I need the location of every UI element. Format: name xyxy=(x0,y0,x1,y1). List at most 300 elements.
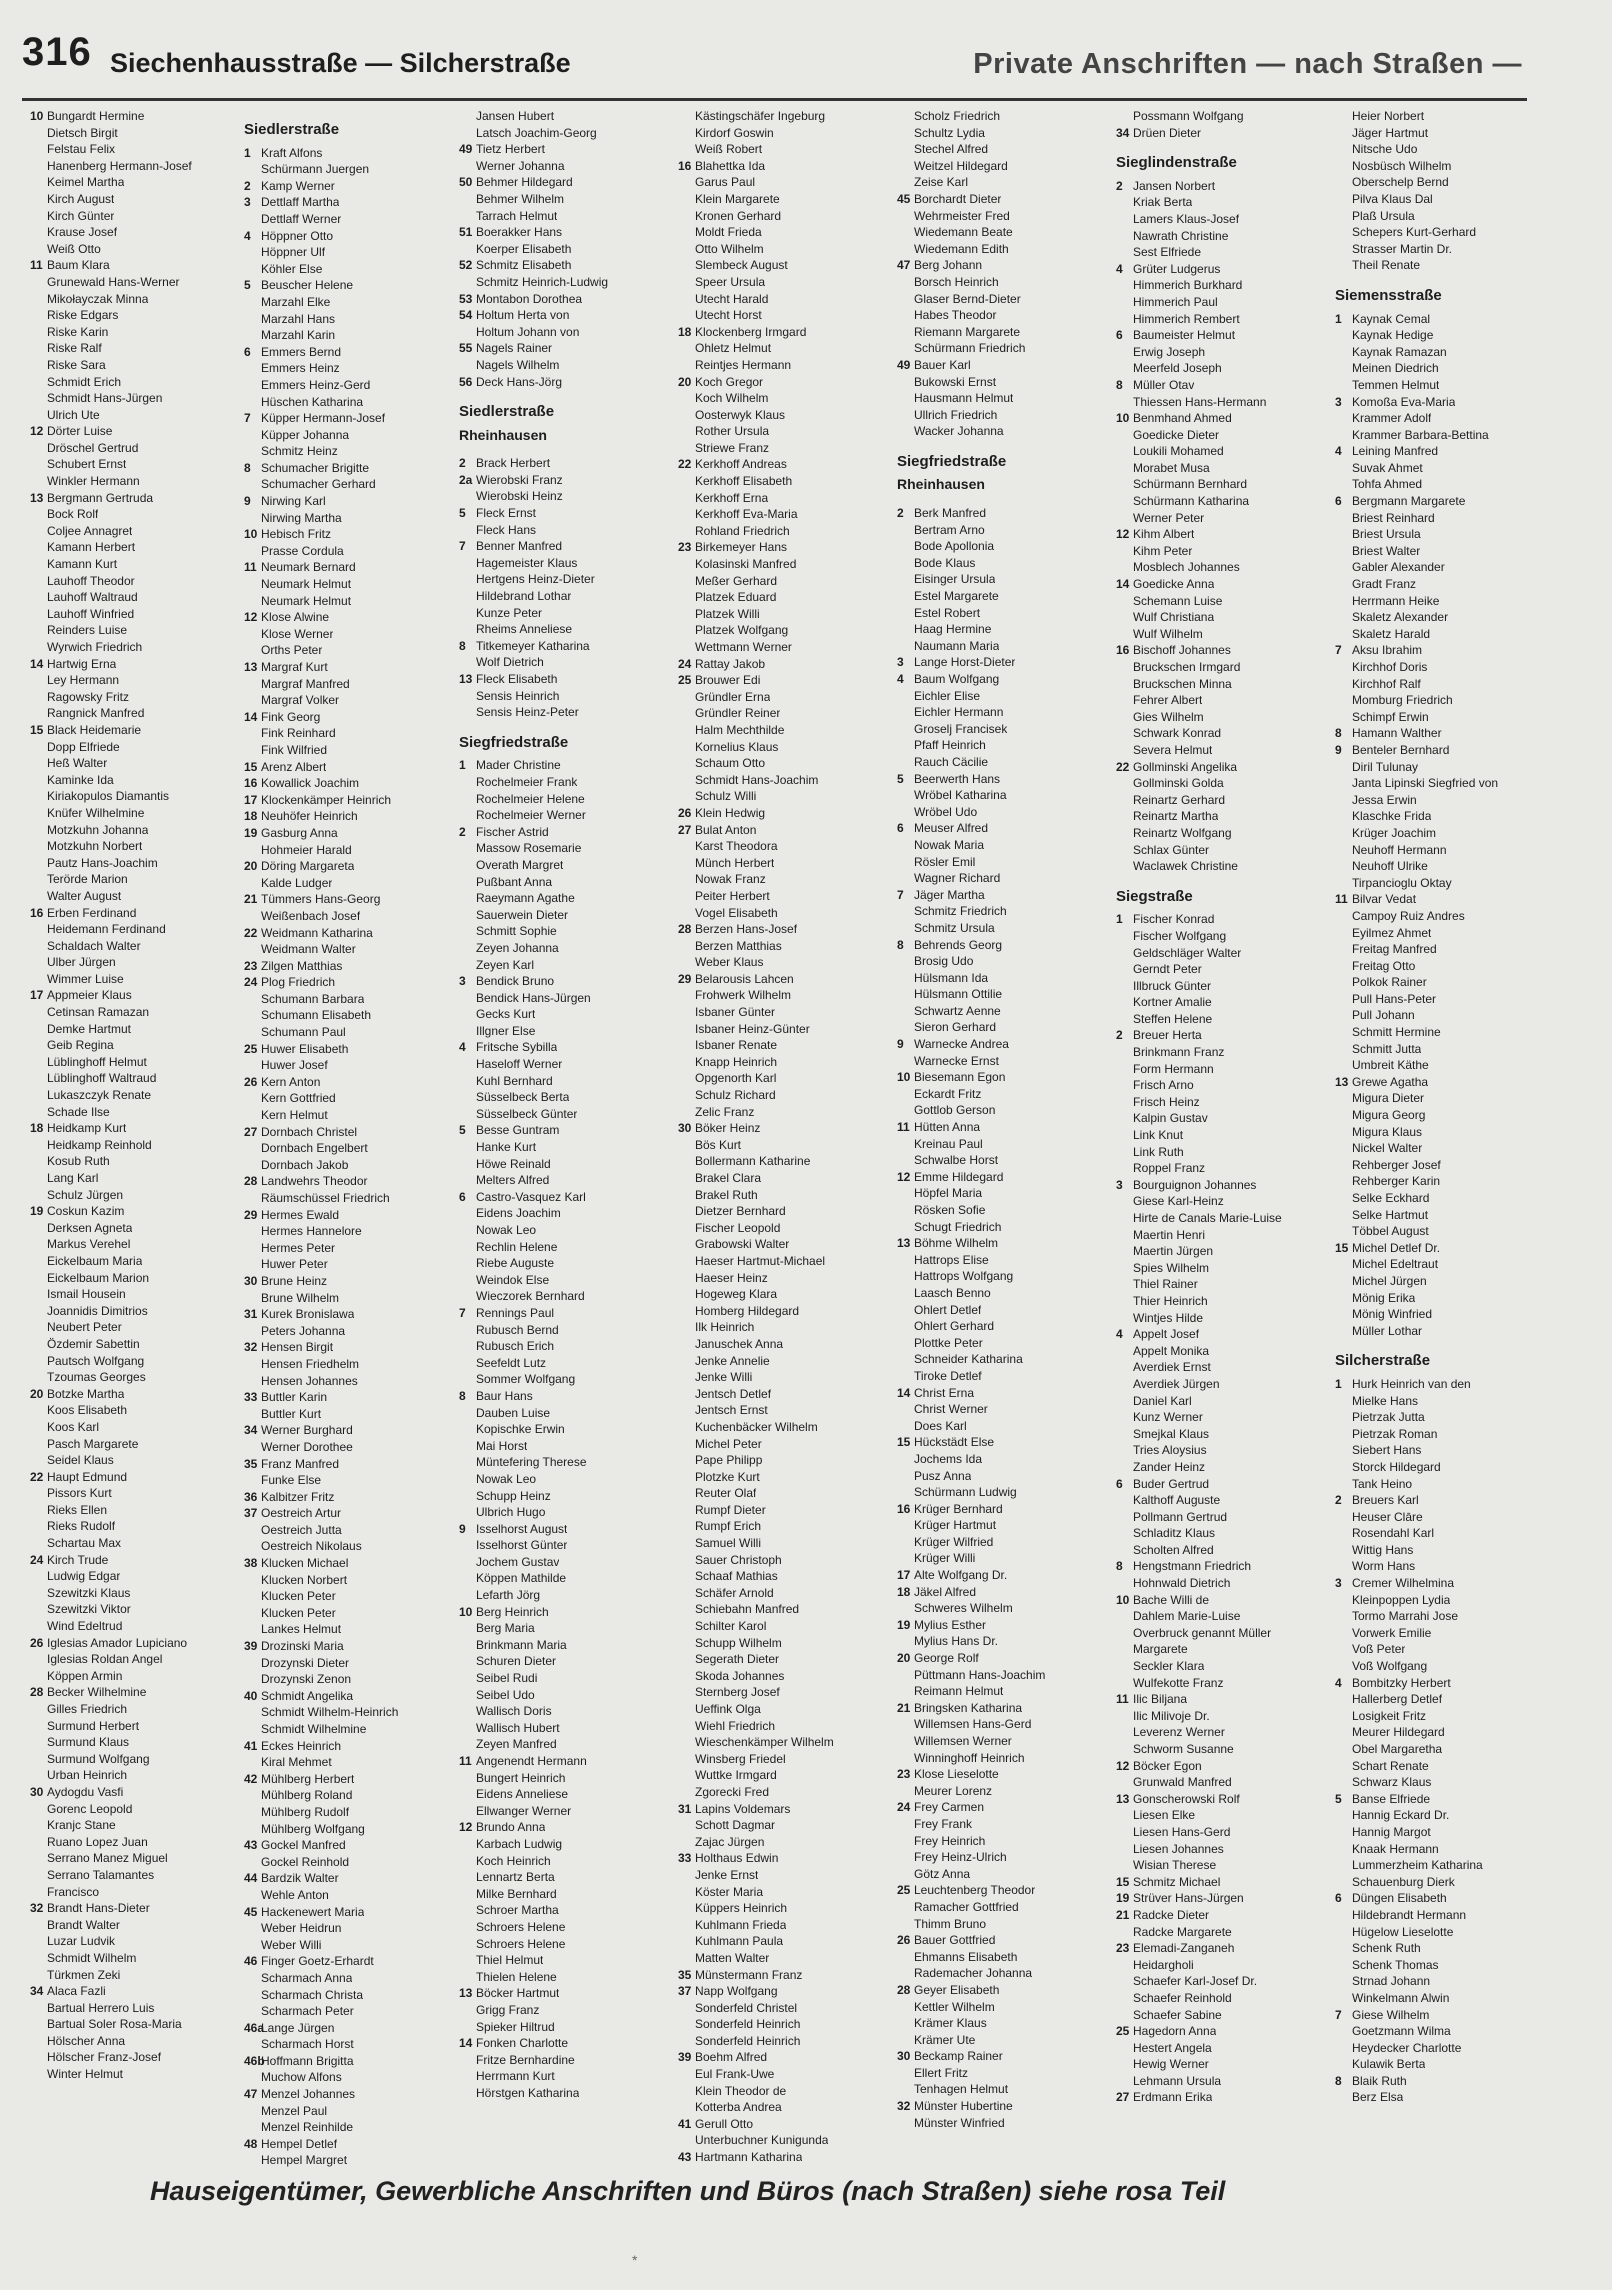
resident-entry xyxy=(459,158,627,175)
house-number xyxy=(30,191,47,208)
house-number xyxy=(1116,792,1133,809)
resident-entry xyxy=(1335,1824,1503,1841)
resident-name: Scharmach Peter xyxy=(261,2004,354,2019)
resident-name: Iglesias Amador Lupiciano xyxy=(47,1635,188,1650)
resident-entry xyxy=(1335,1774,1503,1791)
resident-name: Groselj Francisek xyxy=(914,721,1008,736)
house-number xyxy=(459,1786,476,1803)
resident-entry xyxy=(897,1434,1065,1451)
house-number xyxy=(897,241,914,258)
house-number xyxy=(678,1585,695,1602)
resident-name: Appmeier Klaus xyxy=(47,988,132,1003)
house-number xyxy=(1335,908,1352,925)
house-number xyxy=(1116,978,1133,995)
resident-entry xyxy=(244,2053,412,2070)
resident-entry xyxy=(459,1488,627,1505)
resident-name: Hensen Friedhelm xyxy=(261,1356,360,1371)
house-number xyxy=(1116,1243,1133,1260)
house-number xyxy=(30,622,47,639)
resident-name: Hackenewert Maria xyxy=(261,1904,365,1919)
resident-name: Düngen Elisabeth xyxy=(1352,1891,1447,1906)
resident-entry xyxy=(30,971,198,988)
resident-name: Surmund Wolfgang xyxy=(47,1751,150,1766)
house-number xyxy=(1116,1608,1133,1625)
house-number xyxy=(1116,842,1133,859)
resident-name: Weitzel Hildegard xyxy=(914,158,1008,173)
resident-name: Böcker Egon xyxy=(1133,1758,1202,1773)
resident-entry xyxy=(678,1286,846,1303)
resident-name: Meurer Lorenz xyxy=(914,1783,993,1798)
resident-name: Zeyen Johanna xyxy=(476,940,559,955)
house-number xyxy=(30,1502,47,1519)
resident-entry xyxy=(1116,1343,1284,1360)
resident-name: Gollminski Golda xyxy=(1133,776,1224,791)
resident-entry xyxy=(678,1104,846,1121)
resident-entry xyxy=(459,654,627,671)
resident-name: Ragowsky Fritz xyxy=(47,689,130,704)
house-number xyxy=(678,1021,695,1038)
house-number: 49 xyxy=(897,357,911,372)
resident-entry xyxy=(1335,1558,1503,1575)
resident-entry xyxy=(1335,2023,1503,2040)
resident-name: Castro-Vasquez Karl xyxy=(476,1189,586,1204)
house-number xyxy=(897,1335,914,1352)
resident-entry xyxy=(1116,1907,1284,1924)
resident-name: Kiriakopulos Diamantis xyxy=(47,789,170,804)
house-number xyxy=(1335,257,1352,274)
resident-name: Reuter Olaf xyxy=(695,1486,757,1501)
resident-entry xyxy=(1335,1542,1503,1559)
house-number xyxy=(30,1436,47,1453)
resident-name: Pautz Hans-Joachim xyxy=(47,855,158,870)
house-number xyxy=(459,1056,476,1073)
resident-entry xyxy=(1116,945,1284,962)
house-number: 10 xyxy=(244,527,258,542)
resident-name: Reinartz Gerhard xyxy=(1133,792,1226,807)
house-number xyxy=(1335,576,1352,593)
house-number xyxy=(30,1369,47,1386)
resident-entry xyxy=(244,1655,412,1672)
house-number xyxy=(678,1037,695,1054)
resident-entry xyxy=(1335,1625,1503,1642)
house-number: 4 xyxy=(1335,1675,1342,1690)
house-number: 36 xyxy=(244,1489,258,1504)
resident-entry xyxy=(1116,1558,1284,1575)
house-number xyxy=(30,1718,47,1735)
house-number: 2 xyxy=(459,456,466,471)
resident-name: Krüger Willi xyxy=(914,1551,976,1566)
resident-name: Fischer Konrad xyxy=(1133,912,1215,927)
house-number xyxy=(1116,1857,1133,1874)
house-number: 30 xyxy=(244,1273,258,1288)
house-number: 12 xyxy=(30,424,44,439)
resident-entry xyxy=(678,2033,846,2050)
resident-name: Michel Edeltraut xyxy=(1352,1257,1439,1272)
resident-name: Lange Horst-Dieter xyxy=(914,655,1016,670)
resident-entry xyxy=(1335,443,1503,460)
resident-entry xyxy=(1335,626,1503,643)
resident-name: Buttler Kurt xyxy=(261,1406,322,1421)
resident-entry xyxy=(459,1421,627,1438)
resident-name: Weiß Otto xyxy=(47,241,101,256)
house-number xyxy=(30,374,47,391)
resident-name: Zilgen Matthias xyxy=(261,958,343,973)
resident-entry xyxy=(1335,394,1503,411)
resident-name: Briest Walter xyxy=(1352,543,1421,558)
resident-entry xyxy=(244,410,412,427)
house-number xyxy=(459,1421,476,1438)
house-number xyxy=(30,1485,47,1502)
resident-entry xyxy=(1335,1426,1503,1443)
house-number xyxy=(678,556,695,573)
resident-entry xyxy=(678,423,846,440)
resident-entry xyxy=(1335,742,1503,759)
house-number xyxy=(1116,1841,1133,1858)
house-number xyxy=(1116,994,1133,1011)
directory-column-3 xyxy=(459,108,627,2101)
resident-entry xyxy=(897,1418,1065,1435)
resident-name: Wulfekotte Franz xyxy=(1133,1675,1224,1690)
resident-entry xyxy=(459,638,627,655)
resident-entry xyxy=(459,1156,627,1173)
house-number xyxy=(678,1552,695,1569)
house-number xyxy=(678,1917,695,1934)
resident-entry xyxy=(459,973,627,990)
house-number xyxy=(897,307,914,324)
resident-entry xyxy=(1335,526,1503,543)
resident-name: Speer Ursula xyxy=(695,274,766,289)
resident-entry xyxy=(1116,194,1284,211)
resident-entry xyxy=(459,1570,627,1587)
resident-entry xyxy=(459,1819,627,1836)
house-number xyxy=(459,1156,476,1173)
resident-name: Riske Karin xyxy=(47,324,109,339)
house-number xyxy=(244,1057,261,1074)
house-number xyxy=(459,1720,476,1737)
resident-entry xyxy=(30,407,198,424)
resident-name: Neuhöfer Heinrich xyxy=(261,809,358,824)
resident-entry xyxy=(1116,642,1284,659)
house-number xyxy=(244,1721,261,1738)
resident-name: Funke Else xyxy=(261,1473,322,1488)
house-number xyxy=(30,2000,47,2017)
resident-entry xyxy=(244,1090,412,1107)
resident-entry xyxy=(678,987,846,1004)
resident-entry xyxy=(244,543,412,560)
resident-entry xyxy=(1335,1459,1503,1476)
resident-name: Joannidis Dimitrios xyxy=(47,1303,148,1318)
resident-name: Kalpin Gustav xyxy=(1133,1111,1208,1126)
house-number xyxy=(244,2003,261,2020)
house-number xyxy=(678,1220,695,1237)
resident-entry xyxy=(459,1255,627,1272)
resident-entry xyxy=(1335,1240,1503,1257)
house-number xyxy=(244,1157,261,1174)
house-number: 25 xyxy=(1116,2024,1130,2039)
resident-entry xyxy=(244,460,412,477)
resident-name: Polkok Rainer xyxy=(1352,975,1427,990)
resident-entry xyxy=(1335,1140,1503,1157)
house-number xyxy=(459,2068,476,2085)
house-number: 2 xyxy=(1116,178,1123,193)
resident-entry xyxy=(897,787,1065,804)
resident-entry xyxy=(678,224,846,241)
resident-name: Schartau Max xyxy=(47,1536,122,1551)
resident-name: Markus Verehel xyxy=(47,1237,131,1252)
house-number xyxy=(30,1668,47,1685)
resident-name: Schmitt Jutta xyxy=(1352,1041,1422,1056)
resident-entry xyxy=(1116,1177,1284,1194)
resident-name: Rohland Friedrich xyxy=(695,523,790,538)
house-number xyxy=(1335,1273,1352,1290)
house-number xyxy=(459,1703,476,1720)
resident-entry xyxy=(30,1137,198,1154)
house-number xyxy=(459,158,476,175)
resident-name: Küppers Heinrich xyxy=(695,1901,788,1916)
resident-entry xyxy=(459,1239,627,1256)
resident-entry xyxy=(1335,842,1503,859)
resident-entry xyxy=(678,1353,846,1370)
house-number xyxy=(678,838,695,855)
house-number xyxy=(678,1203,695,1220)
resident-name: Bode Klaus xyxy=(914,555,976,570)
resident-name: Dörter Luise xyxy=(47,424,113,439)
resident-name: Schmitt Sophie xyxy=(476,924,557,939)
resident-entry xyxy=(1335,1492,1503,1509)
resident-entry xyxy=(30,606,198,623)
house-number xyxy=(897,1833,914,1850)
house-number xyxy=(678,191,695,208)
house-number xyxy=(678,589,695,606)
resident-entry xyxy=(897,1185,1065,1202)
resident-entry xyxy=(1116,742,1284,759)
directory-column-5 xyxy=(897,108,1065,2131)
resident-entry xyxy=(678,1618,846,1635)
house-number xyxy=(1335,460,1352,477)
resident-name: Küpper Johanna xyxy=(261,427,350,442)
resident-entry xyxy=(30,456,198,473)
resident-entry xyxy=(459,1089,627,1106)
resident-name: Kamp Werner xyxy=(261,178,335,193)
resident-entry xyxy=(459,1687,627,1704)
resident-name: Thiel Rainer xyxy=(1133,1277,1198,1292)
resident-entry xyxy=(1116,1509,1284,1526)
resident-entry xyxy=(244,676,412,693)
resident-name: Klein Theodor de xyxy=(695,2083,787,2098)
resident-name: Schumann Barbara xyxy=(261,991,365,1006)
resident-name: Weber Klaus xyxy=(695,955,764,970)
house-number xyxy=(1116,1276,1133,1293)
house-number xyxy=(244,1655,261,1672)
house-number: 1 xyxy=(244,145,251,160)
resident-entry xyxy=(30,1884,198,1901)
resident-entry xyxy=(30,1568,198,1585)
house-number: 1 xyxy=(1335,1376,1342,1391)
resident-entry xyxy=(678,639,846,656)
resident-entry xyxy=(897,1302,1065,1319)
house-number xyxy=(30,1568,47,1585)
house-number: 7 xyxy=(459,539,466,554)
resident-entry xyxy=(244,1439,412,1456)
house-number xyxy=(678,390,695,407)
resident-name: Ilk Heinrich xyxy=(695,1320,755,1335)
resident-entry xyxy=(1335,1973,1503,1990)
house-number: 3 xyxy=(459,974,466,989)
resident-name: Isbaner Günter xyxy=(695,1005,776,1020)
resident-name: Jansen Norbert xyxy=(1133,178,1216,193)
house-number xyxy=(1116,1675,1133,1692)
house-number: 20 xyxy=(897,1651,911,1666)
resident-entry xyxy=(897,324,1065,341)
resident-name: Hüschen Katharina xyxy=(261,394,364,409)
house-number: 56 xyxy=(459,374,473,389)
resident-entry xyxy=(30,1004,198,1021)
resident-name: Scholz Friedrich xyxy=(914,109,1001,123)
resident-name: Münch Herbert xyxy=(695,855,775,870)
resident-name: Grunwald Manfred xyxy=(1133,1775,1232,1790)
resident-name: Bourguignon Johannes xyxy=(1133,1177,1257,1192)
house-number xyxy=(1116,460,1133,477)
resident-name: Schroers Helene xyxy=(476,1919,566,1934)
house-number xyxy=(244,875,261,892)
resident-entry xyxy=(30,1767,198,1784)
resident-entry xyxy=(1335,958,1503,975)
resident-entry xyxy=(897,2081,1065,2098)
house-number xyxy=(459,1272,476,1289)
resident-name: Haeser Heinz xyxy=(695,1270,768,1285)
resident-name: Kaynak Ramazan xyxy=(1352,344,1447,359)
resident-name: Wiedemann Edith xyxy=(914,241,1009,256)
house-number xyxy=(459,1454,476,1471)
resident-entry xyxy=(1335,241,1503,258)
house-number: 26 xyxy=(244,1074,258,1089)
resident-entry xyxy=(678,1635,846,1652)
house-number xyxy=(30,639,47,656)
house-number xyxy=(1335,1041,1352,1058)
resident-entry xyxy=(459,555,627,572)
resident-entry xyxy=(897,1152,1065,1169)
resident-name: Krämer Ute xyxy=(914,2032,976,2047)
resident-name: Winninghoff Heinrich xyxy=(914,1750,1025,1765)
resident-name: Nowak Franz xyxy=(695,872,766,887)
house-number xyxy=(1116,1525,1133,1542)
resident-name: Schauenburg Dierk xyxy=(1352,1874,1455,1889)
resident-name: Schupp Wilhelm xyxy=(695,1635,782,1650)
house-number xyxy=(244,1887,261,1904)
house-number xyxy=(1116,244,1133,261)
directory-column-2 xyxy=(244,108,412,2169)
house-number xyxy=(678,1933,695,1950)
resident-name: Platzek Wolfgang xyxy=(695,623,789,638)
resident-entry xyxy=(459,671,627,688)
resident-entry xyxy=(1116,493,1284,510)
resident-name: Hülsmann Ottilie xyxy=(914,987,1003,1002)
house-number: 21 xyxy=(1116,1907,1130,1922)
resident-entry xyxy=(459,1471,627,1488)
house-number xyxy=(459,923,476,940)
resident-entry xyxy=(459,1305,627,1322)
house-number xyxy=(897,1302,914,1319)
house-number xyxy=(897,1202,914,1219)
resident-name: Kranjc Stane xyxy=(47,1818,116,1833)
resident-name: Walter August xyxy=(47,888,122,903)
resident-entry xyxy=(1116,1359,1284,1376)
house-number xyxy=(1335,1442,1352,1459)
house-number: 25 xyxy=(678,673,692,688)
house-number: 25 xyxy=(897,1883,911,1898)
resident-name: Dietsch Birgit xyxy=(47,125,118,140)
resident-entry xyxy=(897,1567,1065,1584)
house-number xyxy=(678,954,695,971)
resident-name: Kosub Ruth xyxy=(47,1154,110,1169)
resident-entry xyxy=(30,755,198,772)
resident-entry xyxy=(459,374,627,391)
resident-name: Fritze Bernhardine xyxy=(476,2052,575,2067)
house-number xyxy=(1116,476,1133,493)
resident-name: Bungert Heinrich xyxy=(476,1770,566,1785)
resident-entry xyxy=(897,423,1065,440)
house-number xyxy=(897,854,914,871)
resident-entry xyxy=(244,1572,412,1589)
resident-entry xyxy=(1335,941,1503,958)
resident-name: Süsselbeck Berta xyxy=(476,1090,570,1105)
resident-entry xyxy=(897,688,1065,705)
resident-name: Schürmann Juergen xyxy=(261,162,370,177)
resident-name: Lehmann Ursula xyxy=(1133,2073,1222,2088)
resident-entry xyxy=(459,1770,627,1787)
house-number xyxy=(459,1902,476,1919)
resident-name: Schürmann Friedrich xyxy=(914,341,1026,356)
resident-entry xyxy=(1335,191,1503,208)
house-number xyxy=(244,1671,261,1688)
resident-name: Ilic Biljana xyxy=(1133,1692,1188,1707)
house-number: 37 xyxy=(678,1984,692,1999)
resident-name: Tietz Herbert xyxy=(476,142,545,157)
resident-name: Naumann Maria xyxy=(914,638,1000,653)
house-number xyxy=(1335,1857,1352,1874)
resident-name: Momburg Friedrich xyxy=(1352,693,1453,708)
house-number xyxy=(1335,1807,1352,1824)
resident-name: Finger Goetz-Erhardt xyxy=(261,1954,374,1969)
resident-name: Vogel Elisabeth xyxy=(695,905,778,920)
resident-name: Buttler Karin xyxy=(261,1390,328,1405)
resident-entry xyxy=(244,1721,412,1738)
house-number: 10 xyxy=(459,1604,473,1619)
resident-entry xyxy=(897,1949,1065,1966)
resident-entry xyxy=(897,1219,1065,1236)
house-number xyxy=(244,908,261,925)
resident-entry xyxy=(1116,1293,1284,1310)
resident-name: Riske Sara xyxy=(47,357,106,372)
resident-entry xyxy=(244,261,412,278)
resident-entry xyxy=(244,1953,412,1970)
house-number: 46 xyxy=(244,1954,258,1969)
house-number xyxy=(678,755,695,772)
house-number xyxy=(897,1550,914,1567)
house-number xyxy=(897,1600,914,1617)
resident-entry xyxy=(897,407,1065,424)
house-number: 30 xyxy=(897,2049,911,2064)
resident-name: Mikołayczak Minna xyxy=(47,291,149,306)
resident-name: Kleinpoppen Lydia xyxy=(1352,1592,1451,1607)
resident-entry xyxy=(1335,311,1503,328)
resident-name: Boehm Alfred xyxy=(695,2050,768,2065)
resident-entry xyxy=(1335,1924,1503,1941)
resident-name: Schmitt Hermine xyxy=(1352,1025,1441,1040)
resident-name: Schmidt Angelika xyxy=(261,1688,354,1703)
resident-name: Hestert Angela xyxy=(1133,2040,1212,2055)
resident-name: Motzkuhn Norbert xyxy=(47,839,143,854)
